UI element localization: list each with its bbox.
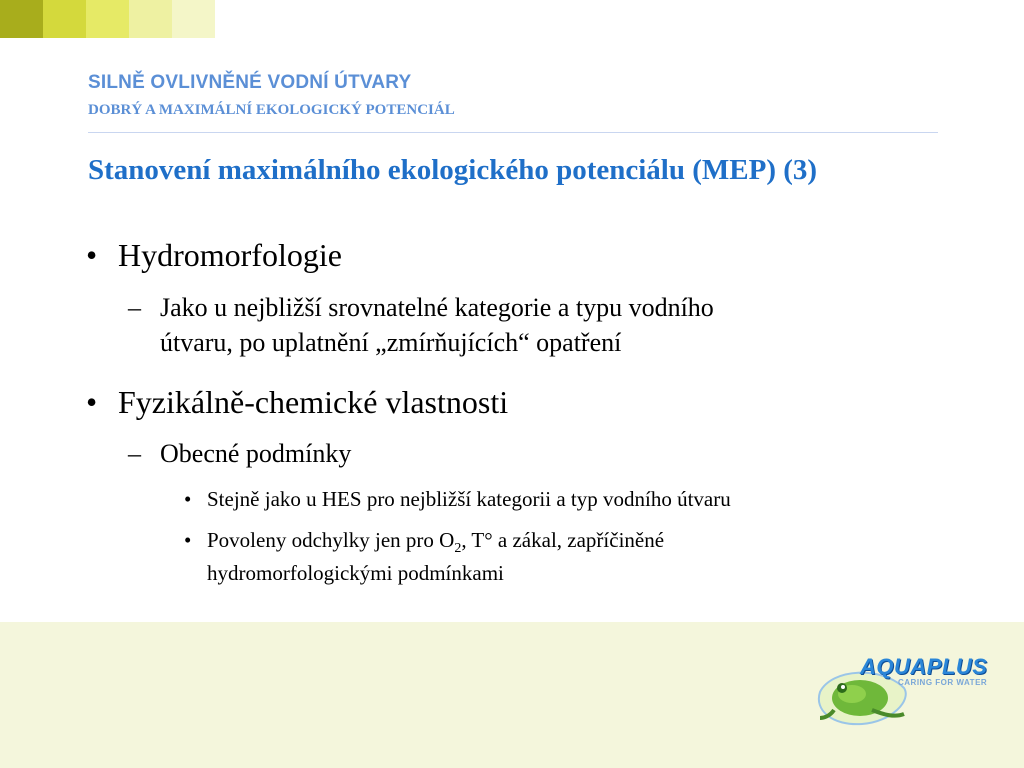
- item-povoleny-pre: Povoleny odchylky jen pro O: [207, 528, 455, 552]
- bullet-dot: •: [86, 237, 98, 273]
- item-povoleny-line2: hydromorfologickými podmínkami: [207, 561, 504, 585]
- header-line-1: SILNĚ OVLIVNĚNÉ VODNÍ ÚTVARY: [88, 72, 412, 93]
- square-5: [172, 0, 215, 38]
- sub-bullet-obecne-podminky: Obecné podmínky: [160, 439, 352, 468]
- header-divider: [88, 132, 938, 133]
- logo-tagline: CARING FOR WATER: [898, 678, 988, 687]
- header-line-2: DOBRÝ A MAXIMÁLNÍ EKOLOGICKÝ POTENCIÁL: [88, 102, 455, 118]
- square-2: [43, 0, 86, 38]
- slide-title: Stanovení maximálního ekologického potenciálu (MEP) (3): [88, 154, 818, 186]
- decorative-squares: [0, 0, 215, 38]
- item-povoleny-post: , T° a zákal, zapříčiněné: [461, 528, 665, 552]
- bullet-dot: •: [86, 384, 98, 420]
- dash-bullet: –: [128, 439, 141, 468]
- oxygen-subscript: 2: [454, 541, 462, 557]
- square-1: [0, 0, 43, 38]
- logo-name: AQUAPLUS: [860, 654, 988, 679]
- bullet-fyzikalne-chemicke: Fyzikálně-chemické vlastnosti: [118, 384, 509, 420]
- dash-bullet: –: [128, 293, 141, 322]
- square-4: [129, 0, 172, 38]
- item-stejne-jako: Stejně jako u HES pro nejbližší kategorii a typ vodního útvaru: [207, 487, 731, 511]
- square-3: [86, 0, 129, 38]
- small-bullet-dot: •: [184, 487, 192, 511]
- sub-bullet-jako-line1: Jako u nejbližší srovnatelné kategorie a typu vodního: [160, 293, 714, 322]
- bullet-hydromorfologie: Hydromorfologie: [118, 237, 342, 273]
- small-bullet-dot: •: [184, 528, 192, 552]
- sub-bullet-jako-line2: útvaru, po uplatnění „zmírňujících“ opatření: [160, 328, 622, 357]
